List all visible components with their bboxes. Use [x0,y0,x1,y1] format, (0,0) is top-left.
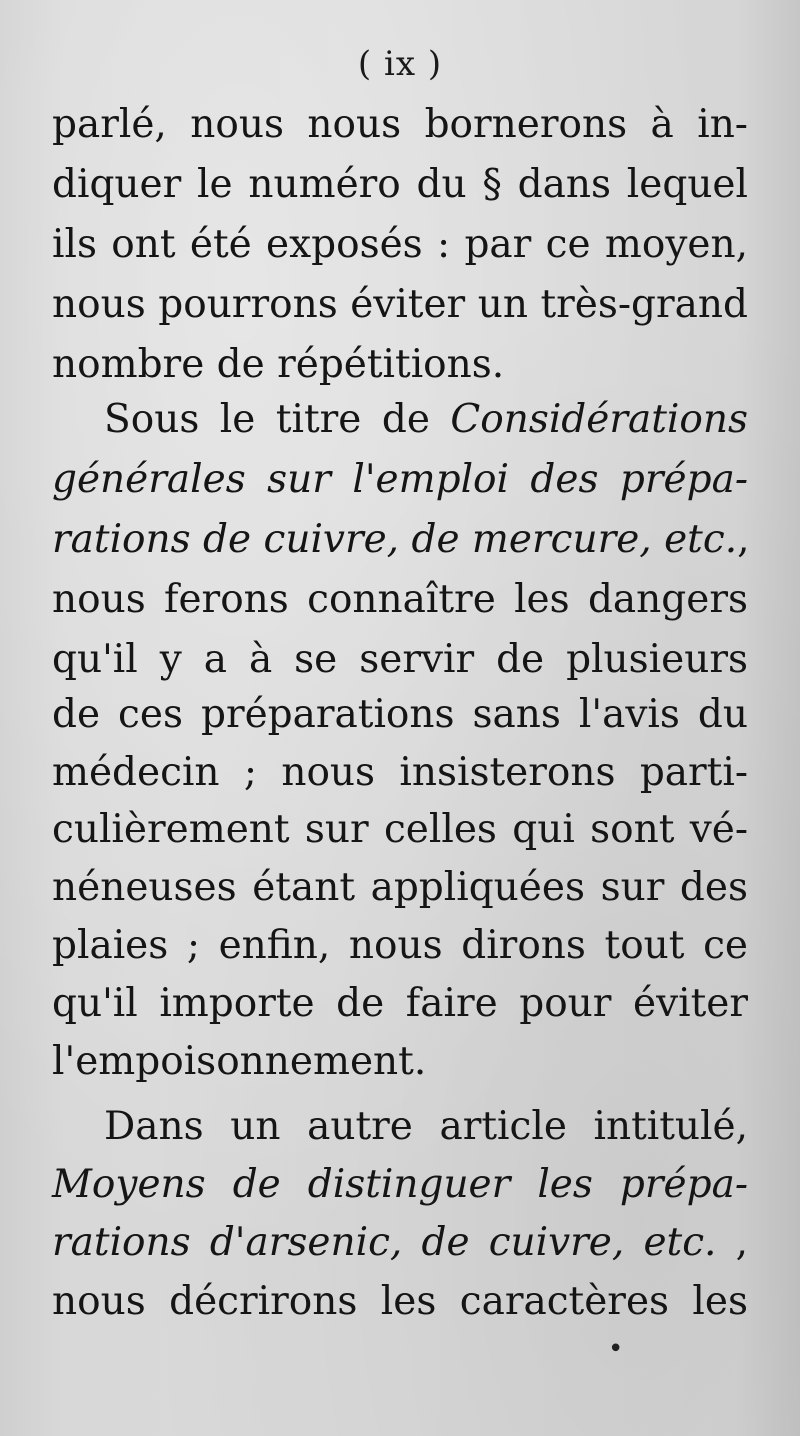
text-line: ils ont été exposés : par ce moyen, [52,222,748,267]
page-number: ( ix ) [357,44,443,84]
text-line: Sous le titre de Considérations [104,397,748,442]
text-line: générales sur l'emploi des prépa- [52,457,748,502]
text-line: l'empoisonnement. [52,1039,427,1084]
text-line: parlé, nous nous bornerons à in- [52,102,748,147]
text-line: médecin ; nous insisterons parti- [52,750,748,795]
text-line: nous décrirons les caractères les [52,1279,748,1324]
text-line: plaies ; enfin, nous dirons tout ce [52,923,748,968]
text-line: rations de cuivre, de mercure, etc., [52,517,750,562]
text-line: culièrement sur celles qui sont vé- [52,807,748,852]
ink-speck: • [608,1334,624,1364]
text-line: Moyens de distinguer les prépa- [52,1162,748,1207]
text-line: nombre de répétitions. [52,342,505,387]
text-line: nous ferons connaître les dangers [52,577,748,622]
text-line: néneuses étant appliquées sur des [52,865,748,910]
text-line: de ces préparations sans l'avis du [52,692,748,737]
text-line: nous pourrons éviter un très-grand [52,282,748,327]
text-line: diquer le numéro du § dans lequel [52,162,748,207]
text-line: qu'il y a à se servir de plusieurs [52,637,748,682]
text-line: Dans un autre article intitulé, [104,1104,748,1149]
text-line: qu'il importe de faire pour éviter [52,981,748,1026]
text-line: rations d'arsenic, de cuivre, etc. , [52,1220,748,1265]
